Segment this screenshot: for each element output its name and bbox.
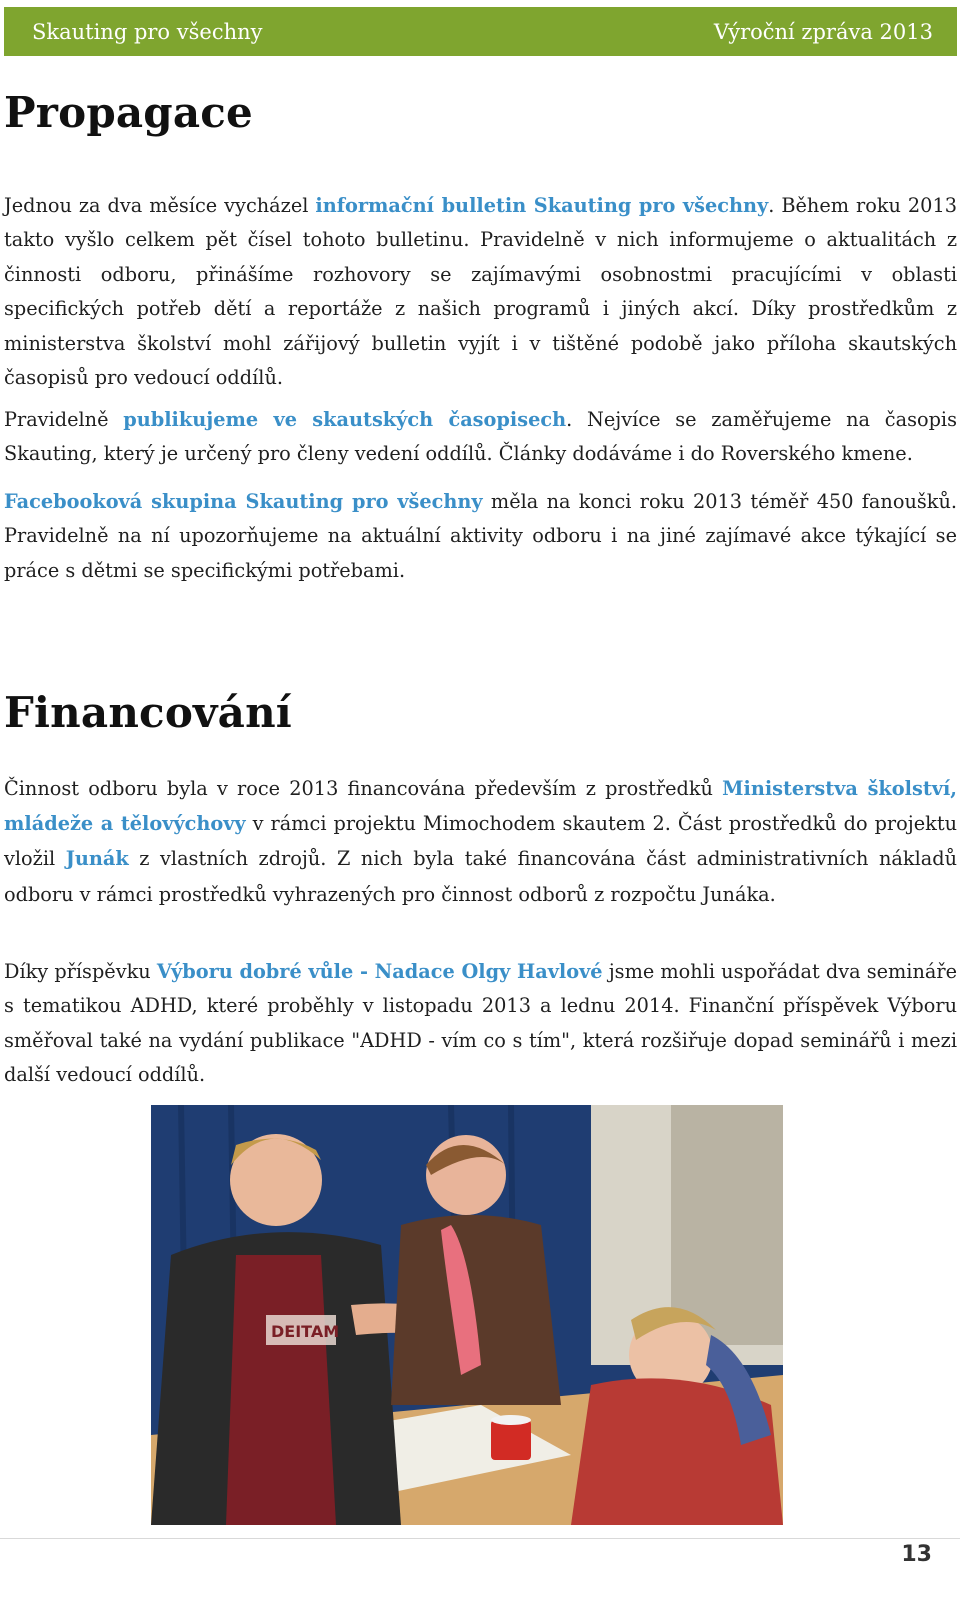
highlight-foundation: Výboru dobré vůle - Nadace Olgy Havlové [156, 960, 603, 983]
highlight-magazines: publikujeme ve skautských časopisech [123, 408, 567, 431]
header-report-title: Výroční zpráva 2013 [713, 19, 933, 44]
highlight-ministry: Ministerstva školství, mládeže a tělovýchovy [4, 777, 957, 836]
footer-divider [0, 1538, 960, 1539]
photo-illustration [151, 1105, 783, 1525]
section-title-propagace: Propagace [4, 88, 253, 137]
text: měla na konci roku 2013 téměř 450 fanoušků. Pravidelně na ní upozorňujeme na aktuální aktivity odboru i na jiné zajímavé akce týkající se práce s dětmi se specifickými potřebami. [4, 490, 957, 582]
paragraph-bulletin [4, 189, 957, 395]
highlight-junak: Junák [65, 847, 129, 871]
text: v rámci projektu Mimochodem skautem 2. Část prostředků do projektu vložil [4, 812, 957, 871]
text: z vlastních zdrojů. Z nich byla také financována část administrativních nákladů odboru v rámci prostředků vyhrazených pro činnost odborů z rozpočtu Junáka. [4, 847, 957, 906]
page-number: 13 [901, 1542, 932, 1567]
text: Činnost odboru byla v roce 2013 financována především z prostředků [4, 777, 723, 800]
section-title-financovani: Financování [4, 688, 292, 737]
text: . Nejvíce se zaměřujeme na časopis Skauting, který je určený pro členy vedení oddílů. Články dodáváme i do Roverského kmene. [4, 408, 957, 466]
photo-workshop [151, 1105, 783, 1525]
highlight-bulletin: informační bulletin Skauting pro všechny [315, 194, 769, 217]
shirt-print: DEITAM [271, 1322, 340, 1341]
highlight-facebook-group: Facebooková skupina Skauting pro všechny [4, 490, 483, 513]
text: Pravidelně [4, 408, 124, 431]
header-bar [4, 7, 957, 56]
text: . Během roku 2013 takto vyšlo celkem pět čísel tohoto bulletinu. Pravidelně v nich informujeme o aktualitách z činnosti odboru, přinášíme rozhovory se zajímavými osobnostmi pracujícími v oblasti specifických potřeb dětí a reportáže z našich programů i jiných akcí. Díky prostředkům z ministerstva školství mohl zářijový bulletin vyjít i v tištěné podobě jako příloha skautských časopisů pro vedoucí oddílů. [4, 194, 957, 390]
text: Jednou za dva měsíce vycházel [4, 194, 316, 217]
paragraph-magazines [4, 403, 957, 472]
header-publication-title: Skauting pro všechny [32, 19, 263, 44]
paragraph-funding-foundation [4, 955, 957, 1093]
paragraph-facebook [4, 485, 957, 588]
paragraph-funding-ministry [4, 771, 957, 912]
text: Díky příspěvku [4, 960, 157, 983]
text: jsme mohli uspořádat dva semináře s tematikou ADHD, které proběhly v listopadu 2013 a lednu 2014. Finanční příspěvek Výboru směřoval také na vydání publikace "ADHD - vím co s tím", která rozšiřuje dopad seminářů i mezi další vedoucí oddílů. [4, 960, 958, 1087]
